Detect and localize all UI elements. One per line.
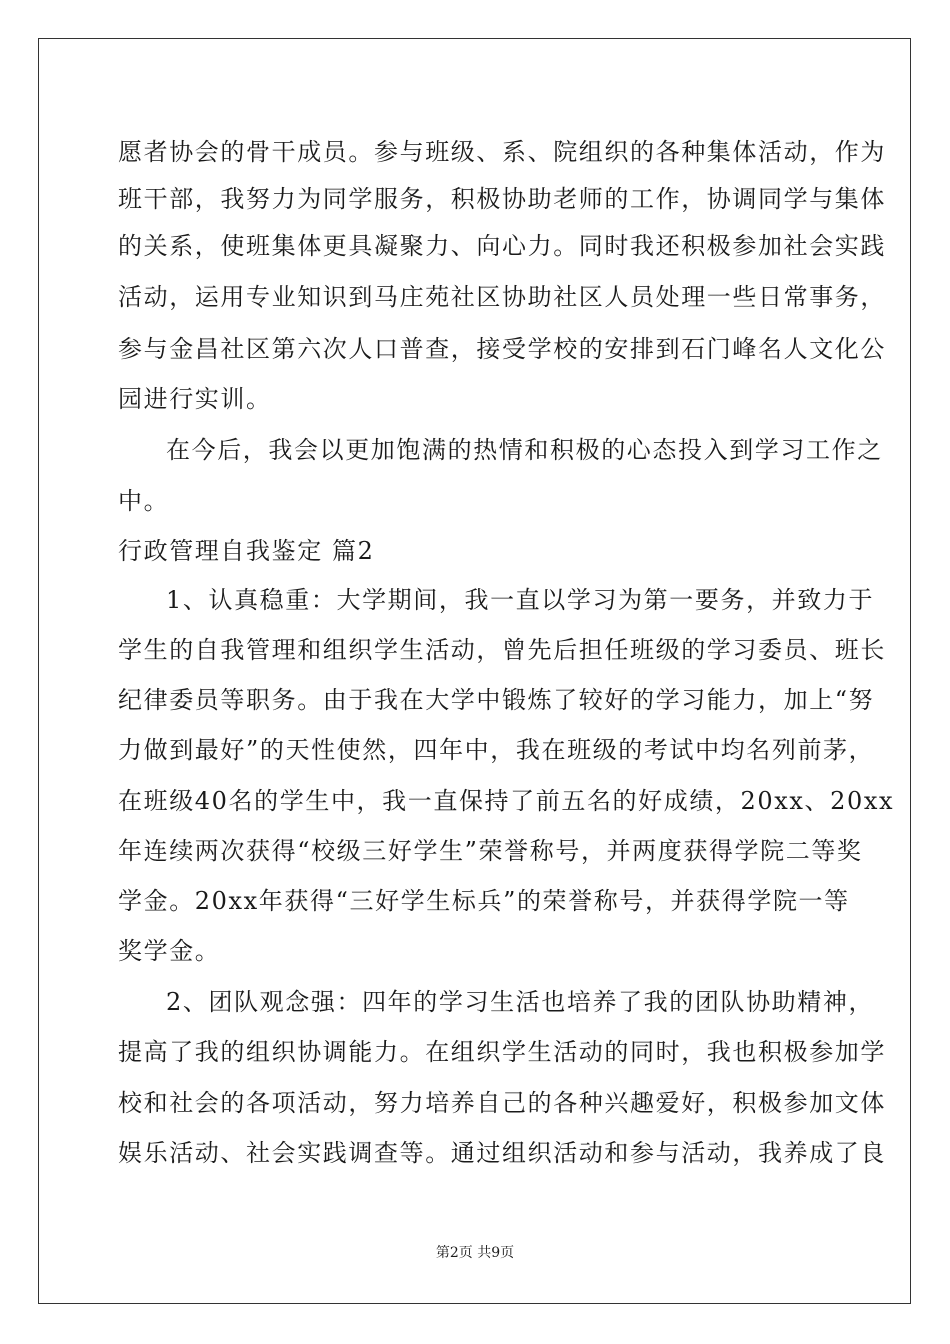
text-line: 学生的自我管理和组织学生活动，曾先后担任班级的学习委员、班长 [118,636,886,664]
text-line: 在今后，我会以更加饱满的热情和积极的心态投入到学习工作之 [166,436,883,464]
text-line: 班干部，我努力为同学服务，积极协助老师的工作，协调同学与集体 [118,185,886,213]
text-line: 力做到最好”的天性使然，四年中，我在班级的考试中均名列前茅， [118,736,875,764]
text-line: 参与金昌社区第六次人口普查，接受学校的安排到石门峰名人文化公 [118,335,886,363]
text-line: 年连续两次获得“校级三好学生”荣誉称号，并两度获得学院二等奖 [118,837,863,865]
text-line: 娱乐活动、社会实践调查等。通过组织活动和参与活动，我养成了良 [118,1139,886,1167]
section-heading: 行政管理自我鉴定 篇2 [118,537,375,565]
text-line: 园进行实训。 [118,385,272,413]
text-line: 校和社会的各项活动，努力培养自己的各种兴趣爱好，积极参加文体 [118,1089,886,1117]
page-number-footer: 第2页 共9页 [435,1245,515,1261]
text-line: 2、团队观念强：四年的学习生活也培养了我的团队协助精神， [166,988,875,1016]
text-line: 活动，运用专业知识到马庄苑社区协助社区人员处理一些日常事务， [118,283,886,311]
text-line: 愿者协会的骨干成员。参与班级、系、院组织的各种集体活动，作为 [118,138,886,166]
text-line: 提高了我的组织协调能力。在组织学生活动的同时，我也积极参加学 [118,1038,886,1066]
text-line: 纪律委员等职务。由于我在大学中锻炼了较好的学习能力，加上“努 [118,686,875,714]
text-line: 奖学金。 [118,937,221,965]
text-line: 在班级40名的学生中，我一直保持了前五名的好成绩，20xx、20xx [118,787,895,815]
text-line: 1、认真稳重：大学期间，我一直以学习为第一要务，并致力于 [166,586,875,614]
text-line: 的关系，使班集体更具凝聚力、向心力。同时我还积极参加社会实践 [118,232,886,260]
text-line: 中。 [118,487,170,515]
text-line: 学金。20xx年获得“三好学生标兵”的荣誉称号，并获得学院一等 [118,887,850,915]
